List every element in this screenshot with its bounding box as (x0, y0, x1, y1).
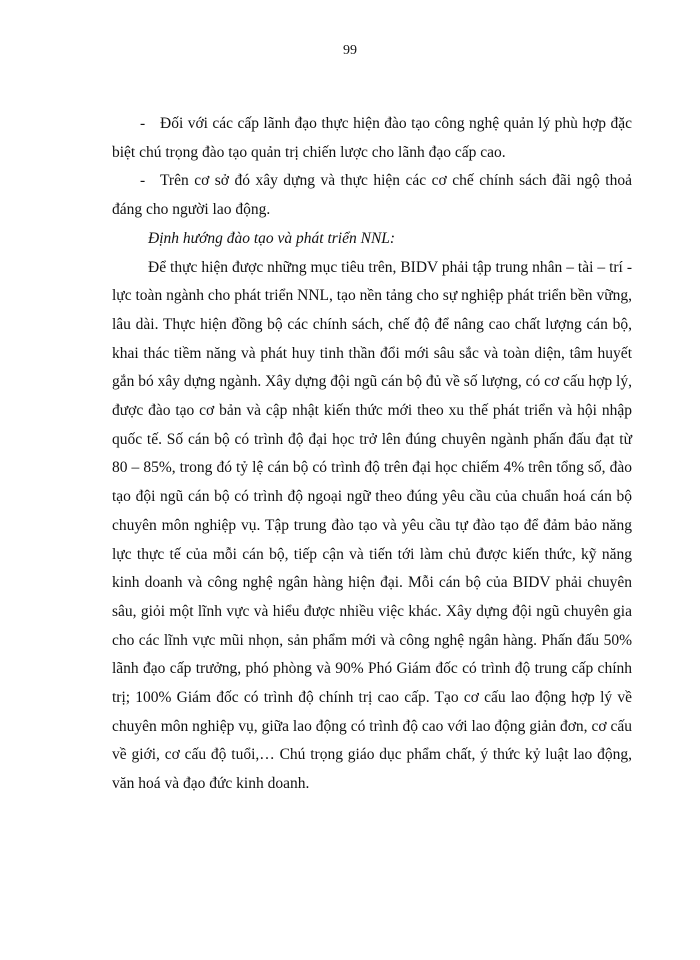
page-content (112, 110, 632, 799)
bullet-item (112, 110, 632, 167)
page-number: 99 (343, 43, 357, 58)
body-paragraph: Để thực hiện được những mục tiêu trên, BIDV phải tập trung nhân – tài – trí - lực toàn ngành cho phát triển NNL, tạo nền tảng cho sự nghiệp phát triển bền vững, lâu dài. Thực hiện đồng bộ các chính sách, chế độ để nâng cao chất lượng cán bộ, khai thác tiềm năng và phát huy tinh thần đổi mới sâu sắc và toàn diện, tâm huyết gắn bó xây dựng ngành. Xây dựng đội ngũ cán bộ đủ về số lượng, có cơ cấu hợp lý, được đào tạo cơ bản và cập nhật kiến thức mới theo xu thế phát triển và hội nhập quốc tế. Số cán bộ có trình độ đại học trở lên đúng chuyên ngành phấn đấu đạt từ 80 – 85%, trong đó tỷ lệ cán bộ có trình độ trên đại học chiếm 4% trên tổng số, đào tạo đội ngũ cán bộ có trình độ ngoại ngữ theo đúng yêu cầu của chuẩn hoá cán bộ chuyên môn nghiệp vụ. Tập trung đào tạo và yêu cầu tự đào tạo để đảm bảo năng lực thực tế của mỗi cán bộ, tiếp cận và tiến tới làm chủ được kiến thức, kỹ năng kinh doanh và công nghệ ngân hàng hiện đại. Mỗi cán bộ của BIDV phải chuyên sâu, giỏi một lĩnh vực và hiểu được nhiều việc khác. Xây dựng đội ngũ chuyên gia cho các lĩnh vực mũi nhọn, sản phẩm mới và công nghệ ngân hàng. Phấn đấu 50% lãnh đạo cấp trưởng, phó phòng và 90% Phó Giám đốc có trình độ trung cấp chính trị; 100% Giám đốc có trình độ chính trị cao cấp. Tạo cơ cấu lao động hợp lý về chuyên môn nghiệp vụ, giữa lao động có trình độ cao với lao động giản đơn, cơ cấu về giới, cơ cấu độ tuổi,… Chú trọng giáo dục phẩm chất, ý thức kỷ luật lao động, văn hoá và đạo đức kinh doanh. (112, 258, 632, 793)
bullet-item (112, 167, 632, 224)
bullet-text: Đối với các cấp lãnh đạo thực hiện đào tạo công nghệ quản lý phù hợp đặc biệt chú trọng đào tạo quản trị chiến lược cho lãnh đạo cấp cao. (112, 115, 632, 161)
section-heading: Định hướng đào tạo và phát triển NNL: (148, 229, 396, 247)
bullet-dash: - (140, 115, 146, 132)
bullet-text: Trên cơ sở đó xây dựng và thực hiện các cơ chế chính sách đãi ngộ thoả đáng cho người lao động. (112, 172, 632, 219)
bullet-dash: - (140, 172, 146, 190)
